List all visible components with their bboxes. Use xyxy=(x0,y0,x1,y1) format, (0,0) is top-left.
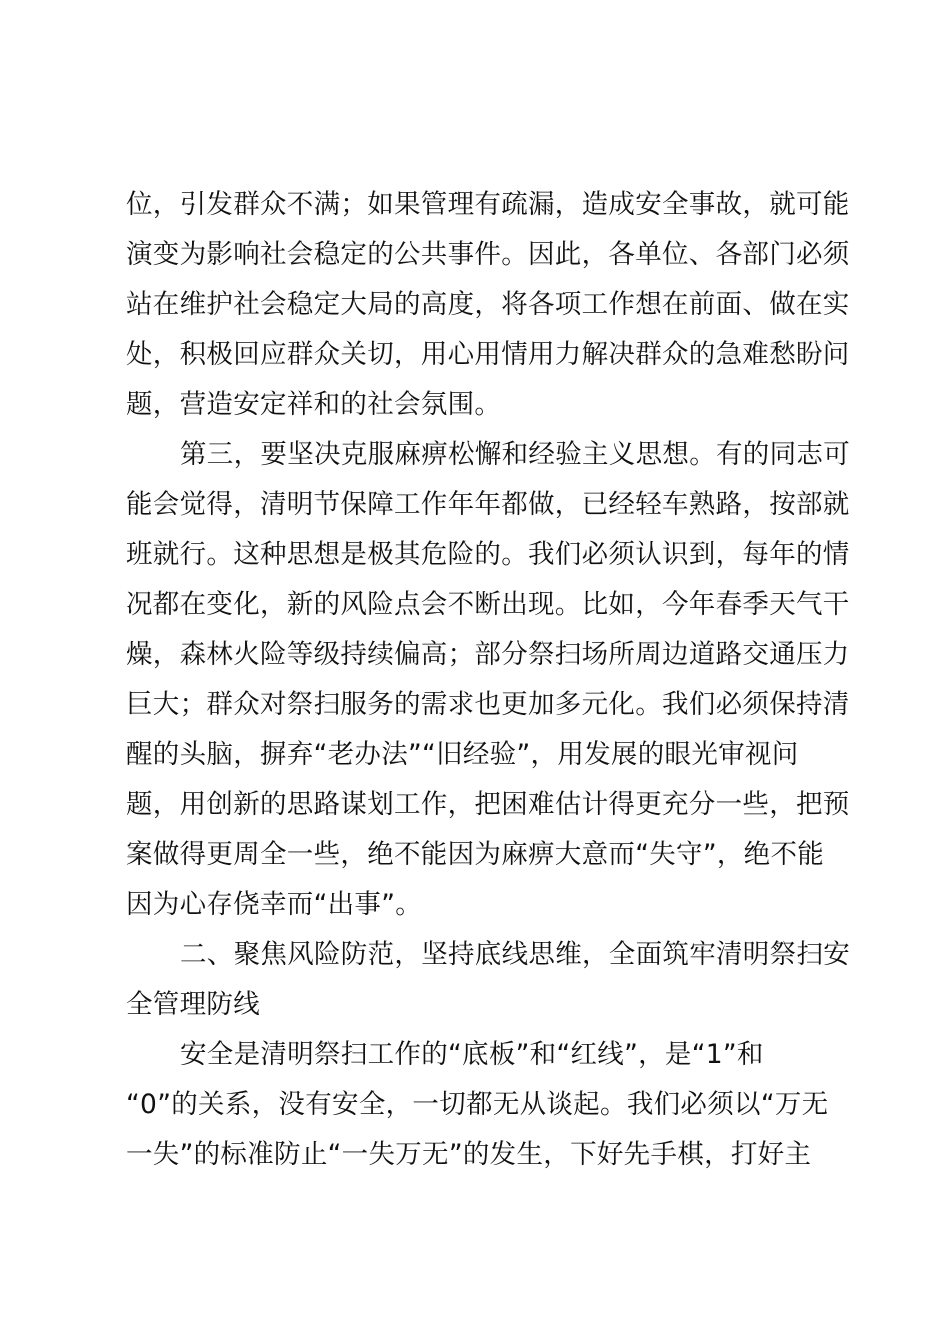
text-line: 况都在变化，新的风险点会不断出现。比如，今年春季天气干 xyxy=(126,589,850,620)
text-line: 处，积极回应群众关切，用心用情用力解决群众的急难愁盼问 xyxy=(126,339,850,370)
heading-line: 全管理防线 xyxy=(126,989,260,1020)
text-line: 醒的头脑，摒弃“老办法”“旧经验”，用发展的眼光审视问 xyxy=(126,739,799,770)
paragraph-third-point xyxy=(126,430,850,930)
document-body xyxy=(126,180,850,1180)
text-line: 燥，森林火险等级持续偏高；部分祭扫场所周边道路交通压力 xyxy=(126,639,850,670)
text-line: 位，引发群众不满；如果管理有疏漏，造成安全事故，就可能 xyxy=(126,189,850,220)
text-line: 题，营造安定祥和的社会氛围。 xyxy=(126,389,502,420)
text-line: 题，用创新的思路谋划工作，把困难估计得更充分一些，把预 xyxy=(126,789,850,820)
heading-line: 二、聚焦风险防范，坚持底线思维，全面筑牢清明祭扫安 xyxy=(180,939,850,970)
text-line: 站在维护社会稳定大局的高度，将各项工作想在前面、做在实 xyxy=(126,289,850,320)
section-heading xyxy=(126,930,850,1030)
text-line: 能会觉得，清明节保障工作年年都做，已经轻车熟路，按部就 xyxy=(126,489,850,520)
text-line: 演变为影响社会稳定的公共事件。因此，各单位、各部门必须 xyxy=(126,239,850,270)
text-line: 班就行。这种思想是极其危险的。我们必须认识到，每年的情 xyxy=(126,539,850,570)
text-line: 巨大；群众对祭扫服务的需求也更加多元化。我们必须保持清 xyxy=(126,689,850,720)
text-line: 安全是清明祭扫工作的“底板”和“红线”，是“1”和 xyxy=(180,1039,764,1070)
paragraph-safety xyxy=(126,1030,830,1180)
text-line: “0”的关系，没有安全，一切都无从谈起。我们必须以“万无 xyxy=(126,1089,829,1120)
text-line: 案做得更周全一些，绝不能因为麻痹大意而“失守”，绝不能 xyxy=(126,839,825,870)
paragraph-continuation xyxy=(126,180,850,430)
text-line: 第三，要坚决克服麻痹松懈和经验主义思想。有的同志可 xyxy=(180,439,850,470)
text-line: 因为心存侥幸而“出事”。 xyxy=(126,889,423,920)
text-line: 一失”的标准防止“一失万无”的发生，下好先手棋，打好主 xyxy=(126,1139,812,1170)
